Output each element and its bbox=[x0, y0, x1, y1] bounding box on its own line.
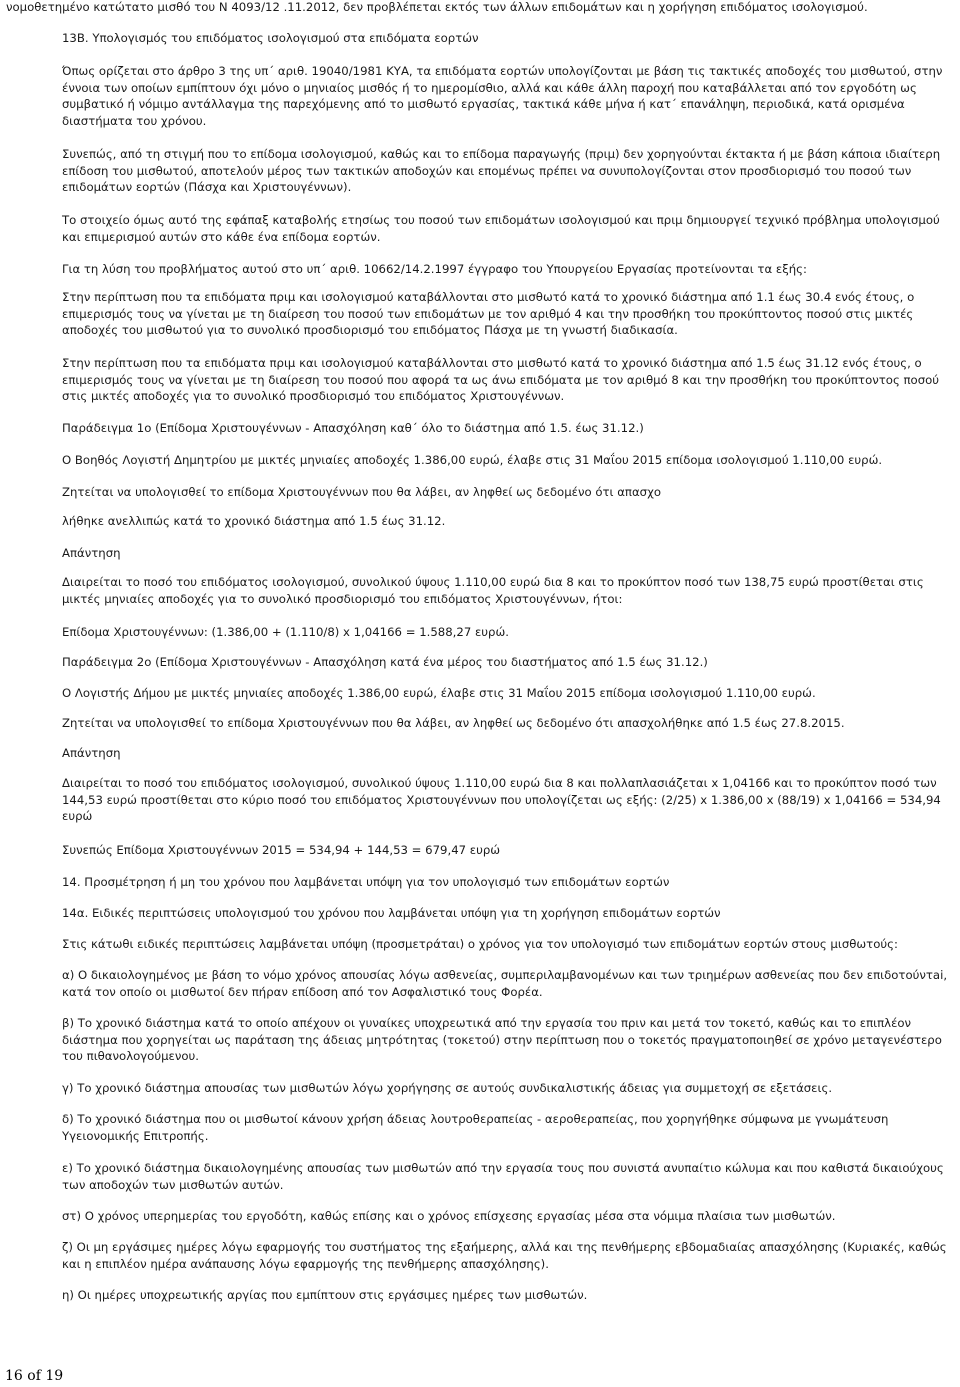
example-2-question: Ζητείται να υπολογισθεί το επίδομα Χριστουγέννων που θα λάβει, αν ληφθεί ως δεδομένο ότι απασχολήθηκε από 1.5 έως 27.8.2015. bbox=[62, 716, 845, 730]
list-item-b: β) Το χρονικό διάστημα κατά το οποίο απέχουν οι γυναίκες υποχρεωτικά από την εργασία του πριν και μετά τον τοκετό, καθώς και το επιπλέον διάστημα που χορηγείται ως παράταση της άδειας μητρότητας (τοκετού) στην περίπτωση που ο τοκετός πραγματοποιηθεί σε χρόνο μεταγενέστερο του πιθανολογούμενου. bbox=[62, 1016, 942, 1063]
example-2-answer-label: Απάντηση bbox=[62, 746, 121, 760]
example-1-question-cont: λήθηκε ανελλιπώς κατά το χρονικό διάστημα από 1.5 έως 31.12. bbox=[62, 514, 446, 528]
section-heading-14a: 14α. Ειδικές περιπτώσεις υπολογισμού του χρόνου που λαμβάνεται υπόψη για τη χορήγηση επιδομάτων εορτών bbox=[62, 906, 721, 920]
example-1-question: Ζητείται να υπολογισθεί το επίδομα Χριστουγέννων που θα λάβει, αν ληφθεί ως δεδομένο ότι απασχο bbox=[62, 485, 661, 499]
example-1-heading: Παράδειγμα 1ο (Επίδομα Χριστουγέννων - Απασχόληση καθ΄ όλο το διάστημα από 1.5. έως 31.12.) bbox=[62, 421, 644, 435]
example-2-result: Συνεπώς Επίδομα Χριστουγέννων 2015 = 534,94 + 144,53 = 679,47 ευρώ bbox=[62, 843, 501, 857]
paragraph-special-cases-intro: Στις κάτωθι ειδικές περιπτώσεις λαμβάνεται υπόψη (προσμετράται) ο χρόνος για τον υπολογισμό των επιδομάτων εορτών στους μισθωτούς: bbox=[62, 937, 898, 951]
list-item-st: στ) Ο χρόνος υπερημερίας του εργοδότη, καθώς επίσης και ο χρόνος επίσχεσης εργασίας μέσα στα νόμιμα πλαίσια των μισθωτών. bbox=[62, 1209, 836, 1223]
list-item-e: ε) Το χρονικό διάστημα δικαιολογημένης απουσίας των μισθωτών από την εργασία τους που συνιστά ανυπαίτιο κώλυμα και που καθιστά δικαιούχους των αποδοχών των μισθωτών αυτών. bbox=[62, 1161, 944, 1192]
list-item-h: η) Οι ημέρες υποχρεωτικής αργίας που εμπίπτουν στις εργάσιμες ημέρες των μισθωτών. bbox=[62, 1288, 588, 1302]
list-item-d: δ) Το χρονικό διάστημα που οι μισθωτοί κάνουν χρήση άδειας λουτροθεραπείας - αεροθεραπείας, που χορηγήθηκε σύμφωνα με γνωμάτευση Υγειονομικής Επιτροπής. bbox=[62, 1112, 889, 1143]
list-item-z: ζ) Οι μη εργάσιμες ημέρες λόγω εφαρμογής του συστήματος της εξαήμερης, αλλά και της πενθήμερης εβδομαδιαίας απασχόλησης (Κυριακές, καθώς και η επιπλέον ημέρα ανάπαυσης λόγω εφαρμογής της πενθήμερης απασχόλησης). bbox=[62, 1240, 947, 1271]
example-2-answer: Διαιρείται το ποσό του επιδόματος ισολογισμού, συνολικού ύψους 1.110,00 ευρώ δια 8 και πολλαπλασιάζεται x 1,04166 και το προκύπτον ποσό των 144,53 ευρώ προστίθεται στο κύριο ποσό του επιδόματος Χριστουγέννων που υπολογίζεται ως εξής: (2/25) x 1.386,00 x (88/19) x 1,04166 = 534,94 ευρώ bbox=[62, 776, 941, 823]
list-item-c: γ) Το χρονικό διάστημα απουσίας των μισθωτών λόγω χορήγησης σε αυτούς συνδικαλιστικής άδειας για συμμετοχή σε εξετάσεις. bbox=[62, 1081, 833, 1095]
example-2-heading: Παράδειγμα 2ο (Επίδομα Χριστουγέννων - Απασχόληση κατά ένα μέρος του διαστήματος από 1.5 έως 31.12.) bbox=[62, 655, 708, 669]
example-2-given: Ο Λογιστής Δήμου με μικτές μηνιαίες αποδοχές 1.386,00 ευρώ, έλαβε στις 31 Μαΐου 2015 επίδομα ισολογισμού 1.110,00 ευρώ. bbox=[62, 686, 816, 700]
section-heading-13b: 13Β. Υπολογισμός του επιδόματος ισολογισμού στα επιδόματα εορτών bbox=[62, 31, 479, 45]
list-item-a: α) Ο δικαιολογημένος με βάση το νόμο χρόνος απουσίας λόγω ασθενείας, συμπεριλαμβανομένων και των τριημέρων ασθενείας που δεν επιδοτούντai, κατά τον οποίο οι μισθωτοί δεν πήραν επίδοση από τον Ασφαλιστικό τους Φορέα. bbox=[62, 968, 948, 999]
section-heading-14: 14. Προσμέτρηση ή μη του χρόνου που λαμβάνεται υπόψη για τον υπολογισμό των επιδομάτων εορτών bbox=[62, 875, 670, 889]
example-1-given: Ο Βοηθός Λογιστή Δημητρίου με μικτές μηνιαίες αποδοχές 1.386,00 ευρώ, έλαβε στις 31 Μαΐου 2015 επίδομα ισολογισμού 1.110,00 ευρώ. bbox=[62, 453, 883, 467]
example-1-answer-label: Απάντηση bbox=[62, 546, 121, 560]
paragraph-carryover: νομοθετημένο κατώτατο μισθό του Ν 4093/12 .11.2012, δεν προβλέπεται εκτός των άλλων επιδομάτων και η χορήγηση επιδόματος ισολογισμού. bbox=[6, 0, 868, 14]
paragraph-consequently: Συνεπώς, από τη στιγμή που το επίδομα ισολογισμού, καθώς και το επίδομα παραγωγής (πριμ) δεν χορηγούνται έκτακτα ή με βάση κάποια ιδιαίτερη επίδοση του μισθωτού, αποτελούν μέρος των τακτικών αποδοχών και επομένως πρέπει να συνυπολογίζονται στον προσδιορισμό του ποσού των επιδομάτων εορτών (Πάσχα και Χριστουγέννων). bbox=[62, 147, 941, 194]
paragraph-kya-definition: Όπως ορίζεται στο άρθρο 3 της υπ΄ αριθ. 19040/1981 ΚΥΑ, τα επιδόματα εορτών υπολογίζονται με βάση τις τακτικές αποδοχές του μισθωτού, στην έννοια των οποίων εμπίπτουν όχι μόνο ο μηνιαίος μισθός ή το ημερομίσθιο, αλλά και κάθε άλλη παροχή που καταβάλλεται από τον εργοδότη ως συμβατικό ή νόμιμο αντάλλαγμα της παρεχόμενης από το μισθωτό εργασίας, τακτικά κάθε μήνα ή κατ΄ επανάληψη, περιοδικά, κατά ορισμένα διαστήματα του χρόνου. bbox=[62, 64, 943, 128]
paragraph-case-easter: Στην περίπτωση που τα επιδόματα πριμ και ισολογισμού καταβάλλονται στο μισθωτό κατά το χρονικό διάστημα από 1.1 έως 30.4 ενός έτους, ο επιμερισμός τους να γίνεται με τη διαίρεση του ποσού των επιδομάτων με τον αριθμό 4 και την προσθήκη του προκύπτοντος ποσού στις μικτές αποδοχές του μισθωτού για το συνολικό προσδιορισμό του επιδόματος Πάσχα με τη γνωστή διαδικασία. bbox=[62, 290, 915, 337]
example-1-answer: Διαιρείται το ποσό του επιδόματος ισολογισμού, συνολικού ύψους 1.110,00 ευρώ δια 8 και το προκύπτον ποσό των 138,75 ευρώ προστίθεται στις μικτές μηνιαίες αποδοχές για το συνολικό προσδιορισμό του επιδόματος Χριστουγέννων, ήτοι: bbox=[62, 575, 924, 606]
example-1-result: Επίδομα Χριστουγέννων: (1.386,00 + (1.110/8) x 1,04166 = 1.588,27 ευρώ. bbox=[62, 625, 509, 639]
paragraph-case-christmas: Στην περίπτωση που τα επιδόματα πριμ και ισολογισμού καταβάλλονται στο μισθωτό κατά το χρονικό διάστημα από 1.5 έως 31.12 ενός έτους, ο επιμερισμός τους να γίνεται με τη διαίρεση του ποσού που αφορά τα ως άνω επιδόματα με τον αριθμό 8 και την προσθήκη του προκύπτοντος ποσού στις μικτές αποδοχές για το συνολικό προσδιορισμό του επιδόματος Χριστουγέννων. bbox=[62, 356, 940, 403]
page-number: 16 of 19 bbox=[5, 1368, 64, 1384]
paragraph-technical-problem: Το στοιχείο όμως αυτό της εφάπαξ καταβολής ετησίως του ποσού των επιδομάτων ισολογισμού και πριμ δημιουργεί τεχνικό πρόβλημα υπολογισμού και επιμερισμού αυτών στο κάθε ένα επίδομα εορτών. bbox=[62, 213, 940, 244]
paragraph-solution-intro: Για τη λύση του προβλήματος αυτού στο υπ΄ αριθ. 10662/14.2.1997 έγγραφο του Υπουργείου Εργασίας προτείνονται τα εξής: bbox=[62, 262, 807, 276]
